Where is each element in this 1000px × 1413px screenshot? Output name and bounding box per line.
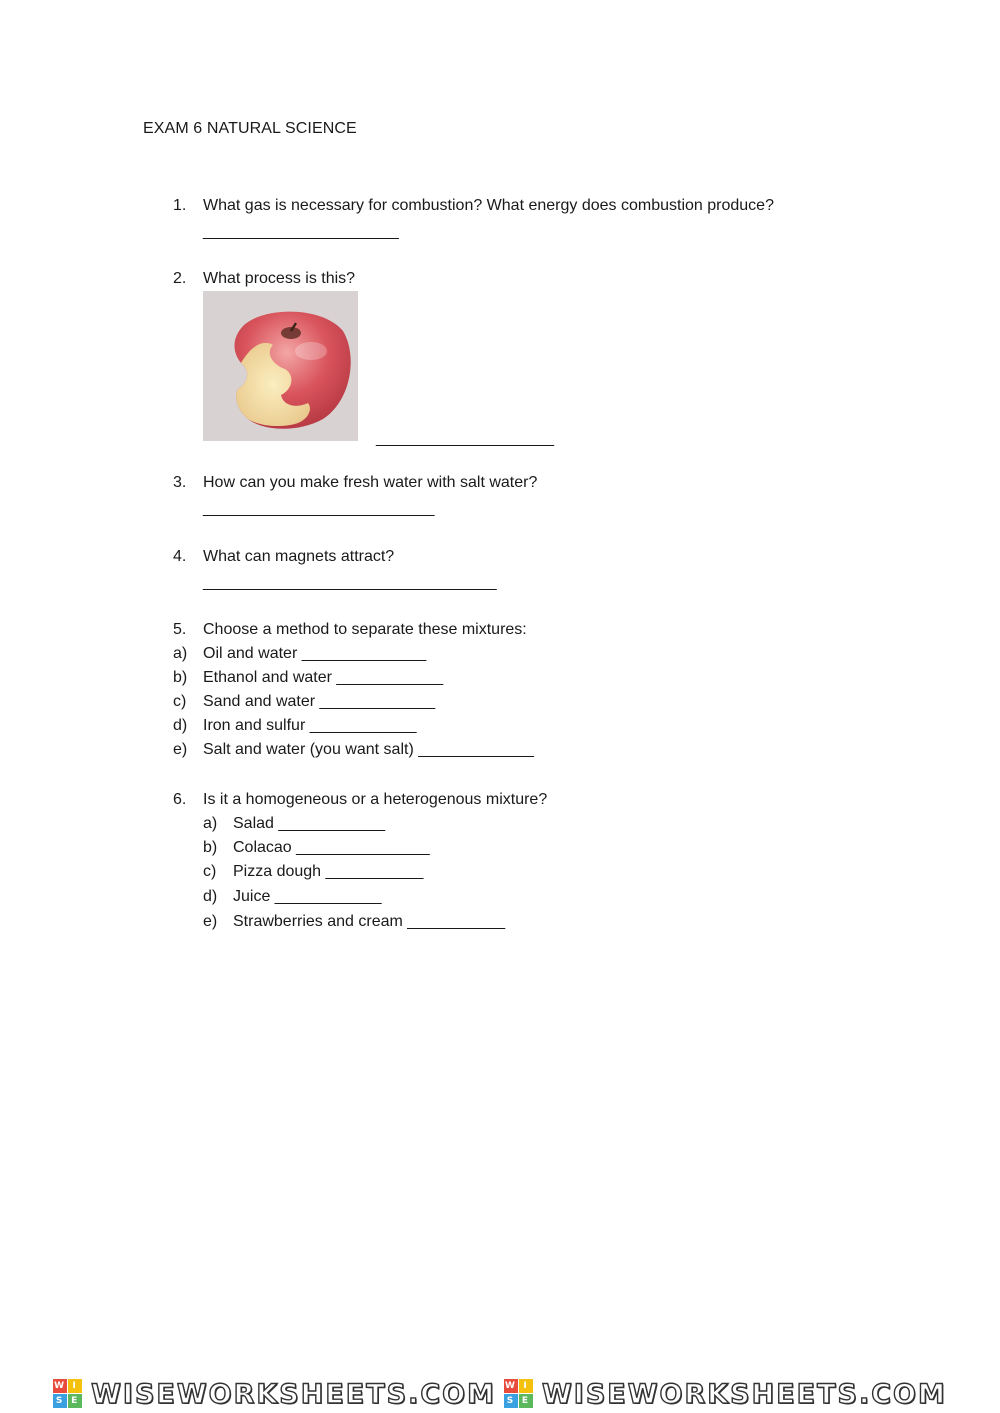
list-item[interactable]: Pizza dough ___________ xyxy=(233,863,424,880)
answer-blank[interactable]: _________________________________ xyxy=(203,574,497,591)
wiseworksheets-logo-icon: W I S E xyxy=(53,1379,83,1409)
question-number: 2. xyxy=(173,270,187,287)
item-letter: b) xyxy=(203,839,218,856)
question-number: 3. xyxy=(173,474,187,491)
question-number: 5. xyxy=(173,621,187,638)
item-letter: d) xyxy=(203,888,218,905)
wiseworksheets-logo-icon: W I S E xyxy=(504,1379,534,1409)
footer-wordmark: WISEWORKSHEETS.COM xyxy=(91,1378,496,1410)
question-number: 1. xyxy=(173,197,187,214)
item-letter: d) xyxy=(173,717,188,734)
list-item[interactable]: Juice ____________ xyxy=(233,888,382,905)
wiseworksheets-watermark xyxy=(0,1375,1000,1413)
question-text: What process is this? xyxy=(203,270,356,287)
list-item[interactable]: Salad ____________ xyxy=(233,815,386,832)
answer-blank[interactable]: __________________________ xyxy=(203,500,435,517)
bitten-apple-photo xyxy=(203,291,358,441)
list-item[interactable]: Iron and sulfur ____________ xyxy=(203,717,417,734)
question-text: What gas is necessary for combustion? What energy does combustion produce? xyxy=(203,197,774,214)
item-letter: a) xyxy=(173,645,188,662)
item-letter: e) xyxy=(173,741,188,758)
apple-icon xyxy=(203,291,358,441)
question-number: 4. xyxy=(173,548,187,565)
page-title: EXAM 6 NATURAL SCIENCE xyxy=(143,120,357,137)
list-item[interactable]: Ethanol and water ____________ xyxy=(203,669,444,686)
question-text: What can magnets attract? xyxy=(203,548,395,565)
list-item[interactable]: Strawberries and cream ___________ xyxy=(233,913,506,930)
footer-wordmark: WISEWORKSHEETS.COM xyxy=(542,1378,947,1410)
answer-blank[interactable]: ____________________ xyxy=(376,430,554,447)
list-item[interactable]: Oil and water ______________ xyxy=(203,645,427,662)
answer-blank[interactable]: ______________________ xyxy=(203,223,399,240)
item-letter: e) xyxy=(203,913,218,930)
item-letter: b) xyxy=(173,669,188,686)
question-text: Choose a method to separate these mixtures: xyxy=(203,621,527,638)
list-item[interactable]: Colacao _______________ xyxy=(233,839,430,856)
question-text: Is it a homogeneous or a heterogenous mixture? xyxy=(203,791,548,808)
question-text: How can you make fresh water with salt water? xyxy=(203,474,538,491)
item-letter: c) xyxy=(203,863,217,880)
list-item[interactable]: Sand and water _____________ xyxy=(203,693,436,710)
item-letter: a) xyxy=(203,815,218,832)
question-number: 6. xyxy=(173,791,187,808)
list-item[interactable]: Salt and water (you want salt) _____________ xyxy=(203,741,534,758)
item-letter: c) xyxy=(173,693,187,710)
